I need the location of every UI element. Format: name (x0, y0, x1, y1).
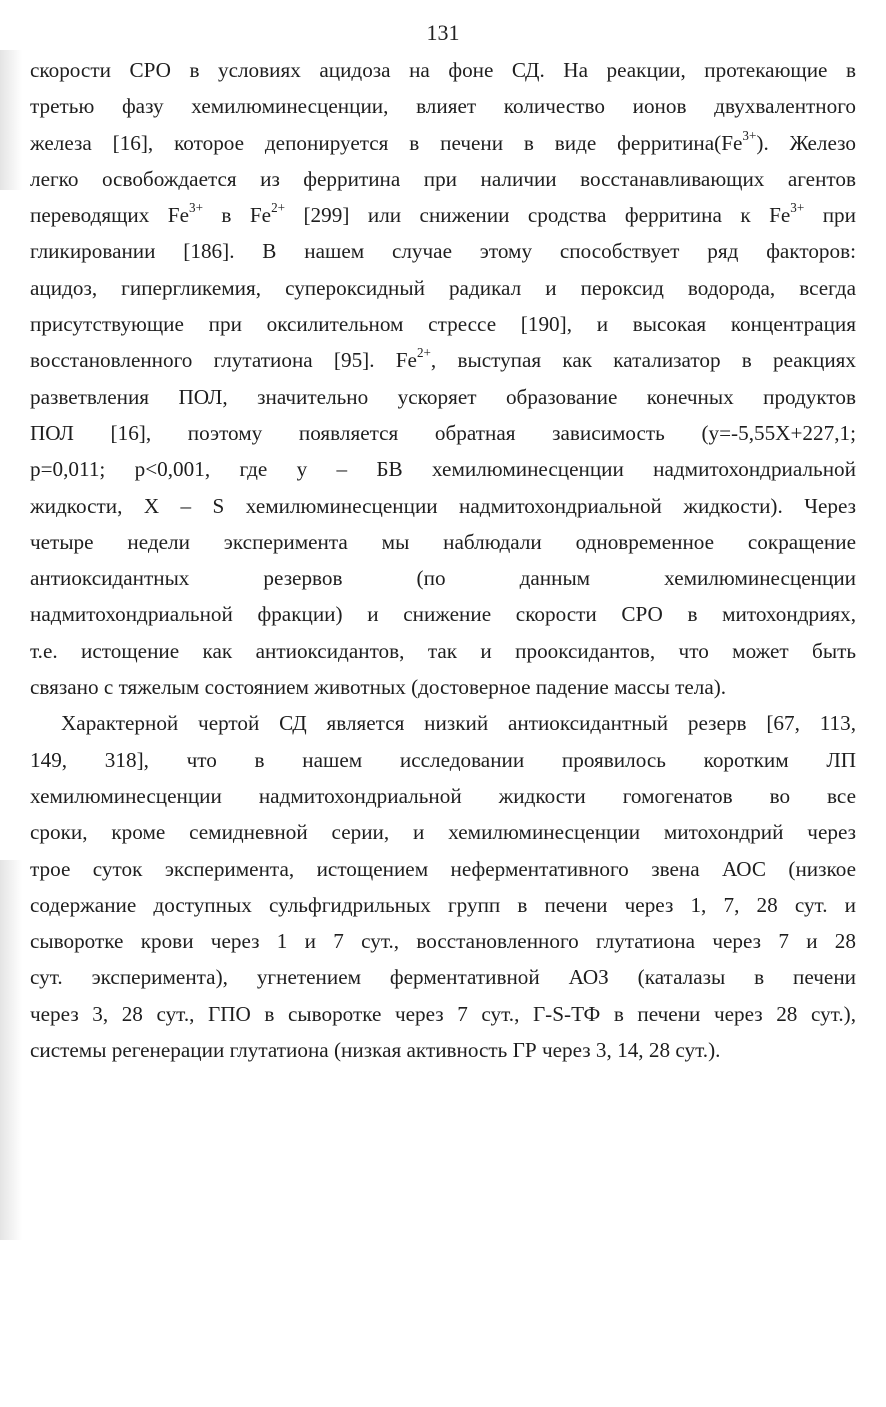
page-number: 131 (426, 20, 460, 45)
text-run: т.е. истощение как антиоксидантов, так и прооксидантов, что может быть (30, 638, 856, 663)
text-line (30, 270, 856, 306)
text-run: жидкости, X – S хемилюминесценции надмитохондриальной жидкости). Через (30, 493, 856, 518)
text-run: 149, 318], что в нашем исследовании проявилось коротким ЛП (30, 747, 856, 772)
text-run: ПОЛ [16], поэтому появляется обратная зависимость (y=-5,55X+227,1; (30, 420, 856, 445)
text-run: хемилюминесценции надмитохондриальной жидкости гомогенатов во все (30, 783, 856, 808)
text-run: присутствующие при оксилительном стрессе [190], и высокая концентрация (30, 312, 856, 337)
text-run: ). Железо (756, 130, 856, 155)
text-run: через 3, 28 сут., ГПО в сыворотке через 7 сут., Г-S-ТФ в печени через 28 сут.), (30, 1001, 856, 1026)
text-line (30, 923, 856, 959)
text-line (30, 161, 856, 197)
text-run: сыворотке крови через 1 и 7 сут., восстановленного глутатиона через 7 и 28 (30, 929, 856, 954)
superscript: 2+ (416, 345, 431, 361)
text-line (30, 524, 856, 560)
text-line (30, 705, 856, 741)
scan-shadow-top (0, 50, 22, 190)
superscript: 3+ (790, 200, 805, 216)
text-line (30, 125, 856, 161)
paragraph-block (30, 52, 856, 1068)
text-run: [299] или снижении сродства ферритина к Fe (285, 203, 791, 228)
text-run: антиоксидантных резервов (по данным хемилюминесценции (30, 566, 856, 591)
text-line (30, 415, 856, 451)
text-line (30, 379, 856, 415)
superscript: 3+ (189, 200, 203, 216)
text-run: легко освобождается из ферритина при наличии восстанавливающих агентов (30, 166, 856, 191)
text-run: Характерной чертой СД является низкий антиоксидантный резерв [67, 113, (61, 711, 856, 736)
text-line (30, 451, 856, 487)
text-line (30, 742, 856, 778)
text-run: трое суток эксперимента, истощением неферментативного звена АОС (низкое (30, 856, 856, 881)
text-line (30, 596, 856, 632)
text-run: разветвления ПОЛ, значительно ускоряет образование конечных продуктов (30, 384, 856, 409)
text-run: надмитохондриальной фракции) и снижение скорости СРО в митохондриях, (30, 602, 856, 627)
text-run: сроки, кроме семидневной серии, и хемилюминесценции митохондрий через (30, 820, 856, 845)
text-run: ацидоз, гипергликемия, супероксидный радикал и пероксид водорода, всегда (30, 275, 856, 300)
text-line (30, 887, 856, 923)
text-line (30, 306, 856, 342)
text-run: гликировании [186]. В нашем случае этому способствует ряд факторов: (30, 239, 856, 264)
scan-shadow-middle (0, 860, 22, 1240)
text-line (30, 197, 856, 233)
text-line (30, 996, 856, 1032)
text-run: p=0,011; p<0,001, где y – БВ хемилюминесценции надмитохондриальной (30, 457, 856, 482)
text-run: при (804, 203, 856, 228)
text-line (30, 669, 856, 705)
superscript: 3+ (742, 127, 757, 143)
text-run: системы регенерации глутатиона (низкая активность ГР через 3, 14, 28 сут.). (30, 1038, 721, 1063)
text-line (30, 488, 856, 524)
text-line (30, 633, 856, 669)
text-run: переводящих Fe (30, 203, 189, 228)
text-run: , выступая как катализатор в реакциях (430, 348, 856, 373)
text-line (30, 1032, 856, 1068)
text-line (30, 778, 856, 814)
text-line (30, 814, 856, 850)
text-run: четыре недели эксперимента мы наблюдали одновременное сокращение (30, 529, 856, 554)
text-line (30, 560, 856, 596)
text-line (30, 851, 856, 887)
text-run: в Fe (202, 203, 272, 228)
text-run: третью фазу хемилюминесценции, влияет количество ионов двухвалентного (30, 94, 856, 119)
text-line (30, 342, 856, 378)
text-line (30, 52, 856, 88)
text-run: содержание доступных сульфгидрильных групп в печени через 1, 7, 28 сут. и (30, 892, 856, 917)
text-run: сут. эксперимента), угнетением ферментативной АОЗ (каталазы в печени (30, 965, 856, 990)
text-run: восстановленного глутатиона [95]. Fe (30, 348, 417, 373)
superscript: 2+ (271, 200, 286, 216)
text-run: железа [16], которое депонируется в печени в виде ферритина(Fe (30, 130, 743, 155)
text-line (30, 959, 856, 995)
text-run: связано с тяжелым состоянием животных (достоверное падение массы тела). (30, 675, 727, 700)
body-text (30, 52, 856, 1068)
text-line (30, 88, 856, 124)
text-run: скорости СРО в условиях ацидоза на фоне СД. На реакции, протекающие в (30, 58, 856, 82)
text-line (30, 233, 856, 269)
